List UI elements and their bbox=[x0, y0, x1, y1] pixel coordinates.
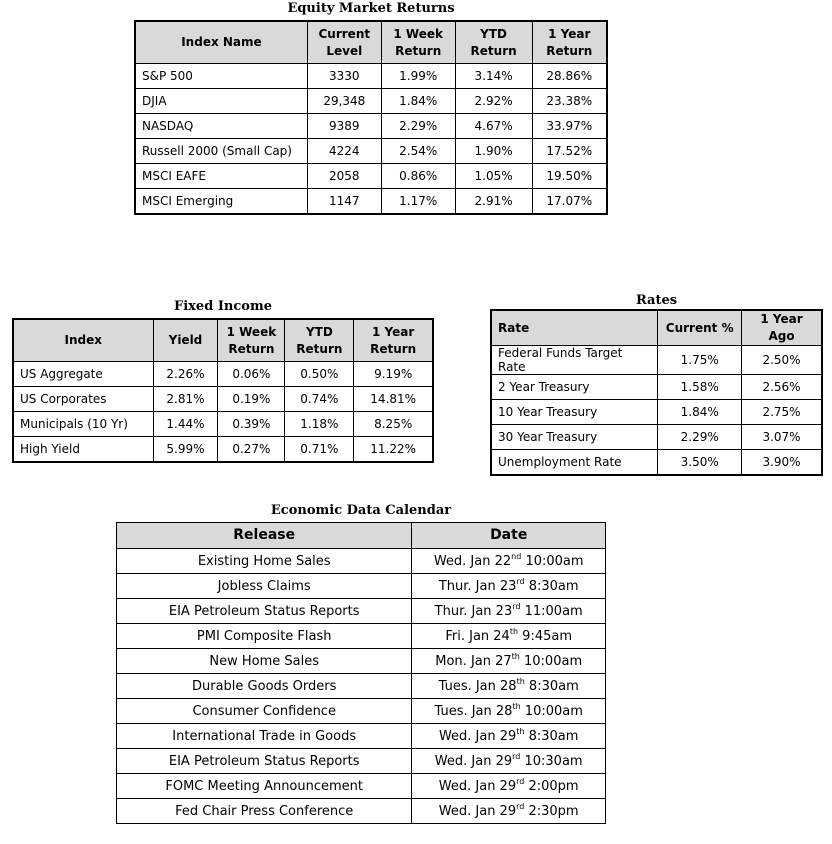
calendar-row bbox=[117, 649, 606, 674]
fixed-income-row-cell: 0.06% bbox=[218, 362, 285, 387]
rates-row bbox=[491, 450, 822, 476]
fixed-income-row-cell: 0.39% bbox=[218, 412, 285, 437]
fixed-income-row bbox=[13, 412, 433, 437]
calendar-date bbox=[412, 799, 606, 824]
calendar-release: FOMC Meeting Announcement bbox=[117, 774, 412, 799]
fixed-income-row-cell: 8.25% bbox=[354, 412, 433, 437]
calendar-date-suffix: th bbox=[516, 726, 525, 736]
calendar-date-suffix: nd bbox=[511, 551, 522, 561]
calendar-date-day: Tues. Jan 28 bbox=[438, 678, 517, 694]
equity-row-cell: Russell 2000 (Small Cap) bbox=[135, 139, 307, 164]
calendar-date bbox=[412, 649, 606, 674]
rates-row bbox=[491, 425, 822, 450]
calendar-date-time: 10:00am bbox=[520, 703, 583, 719]
fixed-header-year: 1 Year Return bbox=[354, 319, 433, 362]
equity-header-week: 1 Week Return bbox=[381, 21, 455, 64]
rates-row-cell: 1.58% bbox=[658, 375, 742, 400]
calendar-date-time: 2:00pm bbox=[524, 778, 579, 794]
calendar-date bbox=[412, 549, 606, 574]
calendar-row bbox=[117, 724, 606, 749]
equity-row-cell: NASDAQ bbox=[135, 114, 307, 139]
equity-row-cell: DJIA bbox=[135, 89, 307, 114]
fixed-header-yield: Yield bbox=[153, 319, 218, 362]
calendar-date-suffix: th bbox=[516, 676, 525, 686]
rates-row-cell: 1.75% bbox=[658, 346, 742, 375]
rates-table bbox=[490, 309, 823, 476]
calendar-date-time: 2:30pm bbox=[524, 803, 579, 819]
rates-row-cell: 2 Year Treasury bbox=[491, 375, 658, 400]
calendar-row bbox=[117, 549, 606, 574]
calendar-date-suffix: rd bbox=[512, 601, 521, 611]
equity-row-cell: 29,348 bbox=[307, 89, 381, 114]
rates-row-cell: 3.50% bbox=[658, 450, 742, 476]
equity-row bbox=[135, 114, 607, 139]
calendar-header-date: Date bbox=[412, 523, 606, 549]
fixed-header-index: Index bbox=[13, 319, 153, 362]
fixed-income-row-cell: US Aggregate bbox=[13, 362, 153, 387]
equity-row-cell: 1.84% bbox=[381, 89, 455, 114]
equity-row-cell: 19.50% bbox=[532, 164, 607, 189]
fixed-header-week: 1 Week Return bbox=[218, 319, 285, 362]
fixed-income-row-cell: 1.44% bbox=[153, 412, 218, 437]
calendar-release: New Home Sales bbox=[117, 649, 412, 674]
calendar-date-suffix: th bbox=[509, 626, 519, 636]
equity-row-cell: 9389 bbox=[307, 114, 381, 139]
fixed-income-table bbox=[12, 318, 434, 463]
calendar-release: Durable Goods Orders bbox=[117, 674, 412, 699]
rates-row-cell: 2.50% bbox=[742, 346, 822, 375]
calendar-date bbox=[412, 699, 606, 724]
calendar-row bbox=[117, 674, 606, 699]
equity-row-cell: 2.54% bbox=[381, 139, 455, 164]
calendar-row bbox=[117, 774, 606, 799]
equity-row bbox=[135, 189, 607, 215]
fixed-header-ytd: YTD Return bbox=[285, 319, 354, 362]
calendar-release: EIA Petroleum Status Reports bbox=[117, 599, 412, 624]
fixed-income-row bbox=[13, 362, 433, 387]
calendar-date-time: 10:00am bbox=[521, 553, 584, 569]
calendar-date-day: Mon. Jan 27 bbox=[435, 653, 512, 669]
calendar-release: EIA Petroleum Status Reports bbox=[117, 749, 412, 774]
rates-row-cell: 3.90% bbox=[742, 450, 822, 476]
rates-header-rate: Rate bbox=[491, 310, 658, 346]
calendar-date-day: Thur. Jan 23 bbox=[434, 603, 513, 619]
fixed-income-row-cell: 0.19% bbox=[218, 387, 285, 412]
rates-header-year-ago: 1 Year Ago bbox=[742, 310, 822, 346]
fixed-income-row-cell: 0.27% bbox=[218, 437, 285, 463]
equity-row-cell: 1.17% bbox=[381, 189, 455, 215]
equity-header-index: Index Name bbox=[135, 21, 307, 64]
calendar-date-day: Tues. Jan 28 bbox=[434, 703, 513, 719]
equity-header-level: Current Level bbox=[307, 21, 381, 64]
equity-row-cell: 23.38% bbox=[532, 89, 607, 114]
equity-table bbox=[134, 20, 608, 215]
equity-row-cell: 33.97% bbox=[532, 114, 607, 139]
calendar-date-suffix: rd bbox=[516, 576, 525, 586]
equity-row-cell: 4224 bbox=[307, 139, 381, 164]
equity-row-cell: 1.05% bbox=[455, 164, 532, 189]
fixed-income-row-cell: 2.81% bbox=[153, 387, 218, 412]
rates-row-cell: 3.07% bbox=[742, 425, 822, 450]
calendar-row bbox=[117, 599, 606, 624]
rates-row bbox=[491, 375, 822, 400]
fixed-income-row bbox=[13, 387, 433, 412]
equity-title: Equity Market Returns bbox=[287, 1, 455, 16]
calendar-row bbox=[117, 574, 606, 599]
calendar-date-day: Wed. Jan 22 bbox=[433, 553, 512, 569]
equity-row-cell: 17.52% bbox=[532, 139, 607, 164]
fixed-income-row-cell: 1.18% bbox=[285, 412, 354, 437]
fixed-income-row-cell: 5.99% bbox=[153, 437, 218, 463]
calendar-body bbox=[117, 549, 606, 824]
calendar-title: Economic Data Calendar bbox=[270, 503, 452, 518]
calendar-header-release: Release bbox=[117, 523, 412, 549]
rates-row-cell: 2.56% bbox=[742, 375, 822, 400]
rates-header-row bbox=[491, 310, 822, 346]
calendar-release: International Trade in Goods bbox=[117, 724, 412, 749]
calendar-date-suffix: th bbox=[512, 701, 521, 711]
rates-row-cell: 10 Year Treasury bbox=[491, 400, 658, 425]
fixed-income-row-cell: High Yield bbox=[13, 437, 153, 463]
calendar-date bbox=[412, 674, 606, 699]
fixed-income-row bbox=[13, 437, 433, 463]
equity-row-cell: 2.91% bbox=[455, 189, 532, 215]
rates-header-current: Current % bbox=[658, 310, 742, 346]
calendar-date-time: 8:30am bbox=[524, 728, 579, 744]
calendar-release: Consumer Confidence bbox=[117, 699, 412, 724]
equity-row-cell: 1147 bbox=[307, 189, 381, 215]
calendar-date bbox=[412, 599, 606, 624]
fixed-income-row-cell: 0.74% bbox=[285, 387, 354, 412]
equity-row-cell: 3.14% bbox=[455, 64, 532, 89]
equity-header-row bbox=[135, 21, 607, 64]
equity-row-cell: 0.86% bbox=[381, 164, 455, 189]
rates-row-cell: Unemployment Rate bbox=[491, 450, 658, 476]
calendar-date-suffix: rd bbox=[512, 751, 521, 761]
equity-row bbox=[135, 64, 607, 89]
calendar-row bbox=[117, 749, 606, 774]
rates-row bbox=[491, 346, 822, 375]
calendar-date bbox=[412, 749, 606, 774]
calendar-date-day: Wed. Jan 29 bbox=[438, 778, 517, 794]
equity-row-cell: 2.92% bbox=[455, 89, 532, 114]
fixed-income-row-cell: Municipals (10 Yr) bbox=[13, 412, 153, 437]
calendar-date-day: Wed. Jan 29 bbox=[434, 753, 513, 769]
fixed-income-row-cell: US Corporates bbox=[13, 387, 153, 412]
rates-row-cell: 2.29% bbox=[658, 425, 742, 450]
equity-row bbox=[135, 89, 607, 114]
calendar-date bbox=[412, 624, 606, 649]
equity-row-cell: MSCI EAFE bbox=[135, 164, 307, 189]
rates-row bbox=[491, 400, 822, 425]
rates-body bbox=[491, 346, 822, 476]
calendar-release: PMI Composite Flash bbox=[117, 624, 412, 649]
equity-row-cell: 4.67% bbox=[455, 114, 532, 139]
fixed-income-title: Fixed Income bbox=[174, 299, 272, 314]
rates-row-cell: 2.75% bbox=[742, 400, 822, 425]
calendar-release: Jobless Claims bbox=[117, 574, 412, 599]
calendar-row bbox=[117, 799, 606, 824]
equity-header-ytd: YTD Return bbox=[455, 21, 532, 64]
calendar-table bbox=[116, 522, 606, 824]
calendar-date-time: 8:30am bbox=[524, 678, 579, 694]
equity-row-cell: 28.86% bbox=[532, 64, 607, 89]
calendar-date-time: 10:00am bbox=[519, 653, 583, 669]
equity-row bbox=[135, 164, 607, 189]
calendar-row bbox=[117, 699, 606, 724]
fixed-income-body bbox=[13, 362, 433, 463]
calendar-date bbox=[412, 574, 606, 599]
equity-header-year: 1 Year Return bbox=[532, 21, 607, 64]
calendar-date-day: Thur. Jan 23 bbox=[438, 578, 517, 594]
calendar-date-time: 10:30am bbox=[520, 753, 583, 769]
equity-row-cell: 1.99% bbox=[381, 64, 455, 89]
calendar-date-time: 9:45am bbox=[518, 628, 573, 644]
calendar-date-suffix: th bbox=[511, 651, 520, 661]
fixed-income-row-cell: 9.19% bbox=[354, 362, 433, 387]
equity-row-cell: MSCI Emerging bbox=[135, 189, 307, 215]
calendar-date-day: Fri. Jan 24 bbox=[445, 628, 510, 644]
calendar-date-suffix: rd bbox=[516, 776, 525, 786]
equity-row-cell: 2058 bbox=[307, 164, 381, 189]
fixed-income-row-cell: 0.50% bbox=[285, 362, 354, 387]
equity-body bbox=[135, 64, 607, 215]
calendar-row bbox=[117, 624, 606, 649]
calendar-date-time: 11:00am bbox=[520, 603, 583, 619]
calendar-release: Fed Chair Press Conference bbox=[117, 799, 412, 824]
fixed-income-row-cell: 11.22% bbox=[354, 437, 433, 463]
rates-row-cell: Federal Funds Target Rate bbox=[491, 346, 658, 375]
calendar-date bbox=[412, 774, 606, 799]
calendar-date bbox=[412, 724, 606, 749]
equity-row-cell: 2.29% bbox=[381, 114, 455, 139]
fixed-income-header-row bbox=[13, 319, 433, 362]
calendar-date-suffix: rd bbox=[516, 801, 525, 811]
equity-row-cell: 17.07% bbox=[532, 189, 607, 215]
calendar-release: Existing Home Sales bbox=[117, 549, 412, 574]
equity-row-cell: S&P 500 bbox=[135, 64, 307, 89]
equity-row bbox=[135, 139, 607, 164]
calendar-header-row bbox=[117, 523, 606, 549]
fixed-income-row-cell: 2.26% bbox=[153, 362, 218, 387]
fixed-income-row-cell: 14.81% bbox=[354, 387, 433, 412]
equity-row-cell: 3330 bbox=[307, 64, 381, 89]
calendar-date-day: Wed. Jan 29 bbox=[438, 803, 517, 819]
rates-title: Rates bbox=[635, 293, 678, 308]
fixed-income-row-cell: 0.71% bbox=[285, 437, 354, 463]
rates-row-cell: 30 Year Treasury bbox=[491, 425, 658, 450]
equity-row-cell: 1.90% bbox=[455, 139, 532, 164]
rates-row-cell: 1.84% bbox=[658, 400, 742, 425]
calendar-date-day: Wed. Jan 29 bbox=[438, 728, 517, 744]
calendar-date-time: 8:30am bbox=[524, 578, 579, 594]
